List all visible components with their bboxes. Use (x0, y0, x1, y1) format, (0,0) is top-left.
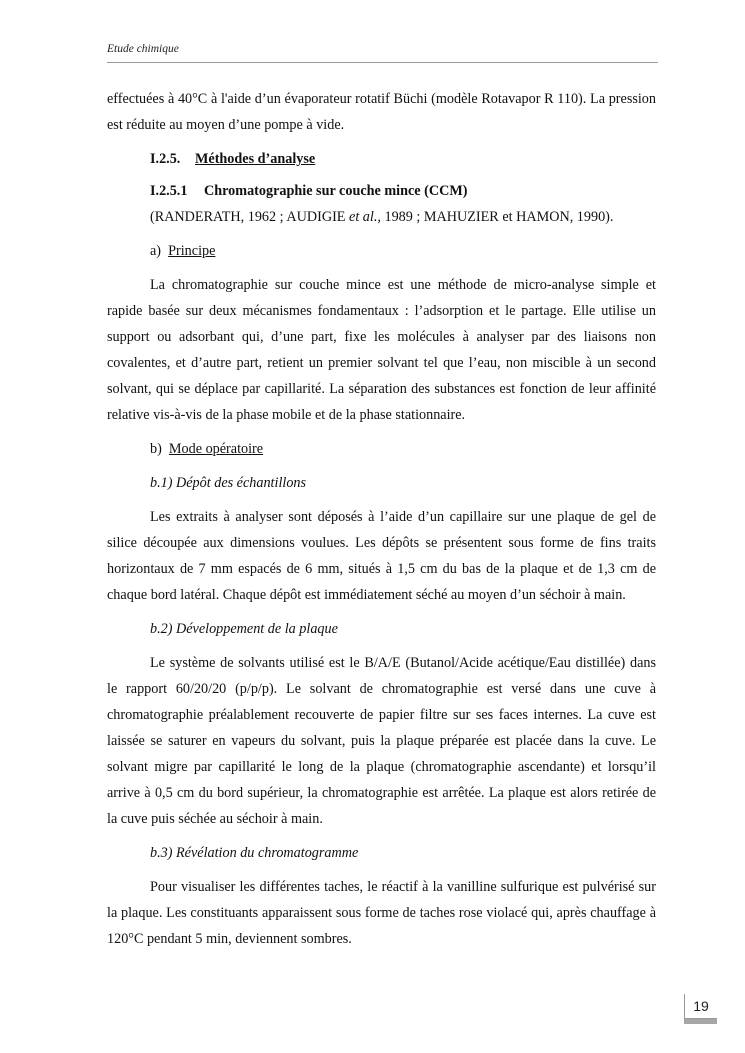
b2-heading: b.2) Développement de la plaque (150, 621, 338, 637)
b3-heading: b.3) Révélation du chromatogramme (150, 845, 359, 861)
b1-paragraph: Les extraits à analyser sont déposés à l’aide d’un capillaire sur une plaque de gel de silice découpée aux dimensions voulues. Les dépôts se présentent sous forme de fins traits horizontaux de 7 mm espacés de 6 mm, situés à 1,5 cm du bas de la plaque et de 1,3 cm de chaque bord latéral. Chaque dépôt est immédiatement séché au moyen d’un séchoir à main. (107, 509, 656, 603)
subsection-references: (RANDERATH, 1962 ; AUDIGIE et al., 1989 ; MAHUZIER et HAMON, 1990). (150, 209, 614, 225)
page-number: 19 (684, 994, 717, 1019)
page-number-bar (684, 1019, 717, 1024)
section-title: Méthodes d’analyse (195, 151, 316, 167)
running-header: Etude chimique (107, 43, 179, 55)
section-number: I.2.5. (150, 151, 181, 167)
subsection-title: Chromatographie sur couche mince (CCM) (204, 183, 468, 199)
mode-title: Mode opératoire (168, 441, 264, 457)
page-body (107, 86, 656, 952)
principe-heading (150, 238, 656, 264)
intro-paragraph: effectuées à 40°C à l'aide d’un évaporateur rotatif Büchi (modèle Rotavapor R 110). La pression est réduite au moyen d’une pompe à vide. (107, 91, 656, 133)
principe-title: Principe (168, 243, 216, 259)
b2-paragraph: Le système de solvants utilisé est le B/A/E (Butanol/Acide acétique/Eau distillée) dans le rapport 60/20/20 (p/p/p). Le solvant de chromatographie est versé dans une cuve à chromatographie préalablement recouverte de papier filtre sur ses faces internes. La cuve est laissée se saturer en vapeurs du solvant, puis la plaque préparée est placée dans la cuve. Le solvant migre par capillarité le long de la plaque (chromatographie ascendante) et lorsqu’il arrive à 0,5 cm du bord supérieur, la chromatographie est arrêtée. La plaque est alors retirée de la cuve puis séchée au séchoir à main. (107, 655, 656, 827)
mode-marker: b) (150, 441, 162, 457)
principe-marker: a) (150, 243, 162, 259)
subsection-heading (150, 178, 656, 204)
subsection-number: I.2.5.1 (150, 183, 188, 199)
b3-paragraph: Pour visualiser les différentes taches, le réactif à la vanilline sulfurique est pulvérisé sur la plaque. Les constituants apparaissent sous forme de taches rose violacé qui, après chauffage à 120°C pendant 5 min, deviennent sombres. (107, 879, 656, 947)
mode-heading (150, 436, 656, 462)
principe-paragraph: La chromatographie sur couche mince est une méthode de micro-analyse simple et rapide basée sur deux mécanismes fondamentaux : l’adsorption et le partage. Elle utilise un support ou adsorbant qui, d’une part, fixe les molécules à analyser par des liaisons non covalentes, et d’autre part, retient un premier solvant tel que l’eau, non miscible à un second solvant, qui se déplace par capillarité. La séparation des substances est fonction de leur affinité relative vis-à-vis de la phase mobile et de la phase stationnaire. (107, 277, 656, 423)
b1-heading: b.1) Dépôt des échantillons (150, 475, 307, 491)
header-rule (107, 62, 658, 63)
section-heading (150, 146, 656, 172)
